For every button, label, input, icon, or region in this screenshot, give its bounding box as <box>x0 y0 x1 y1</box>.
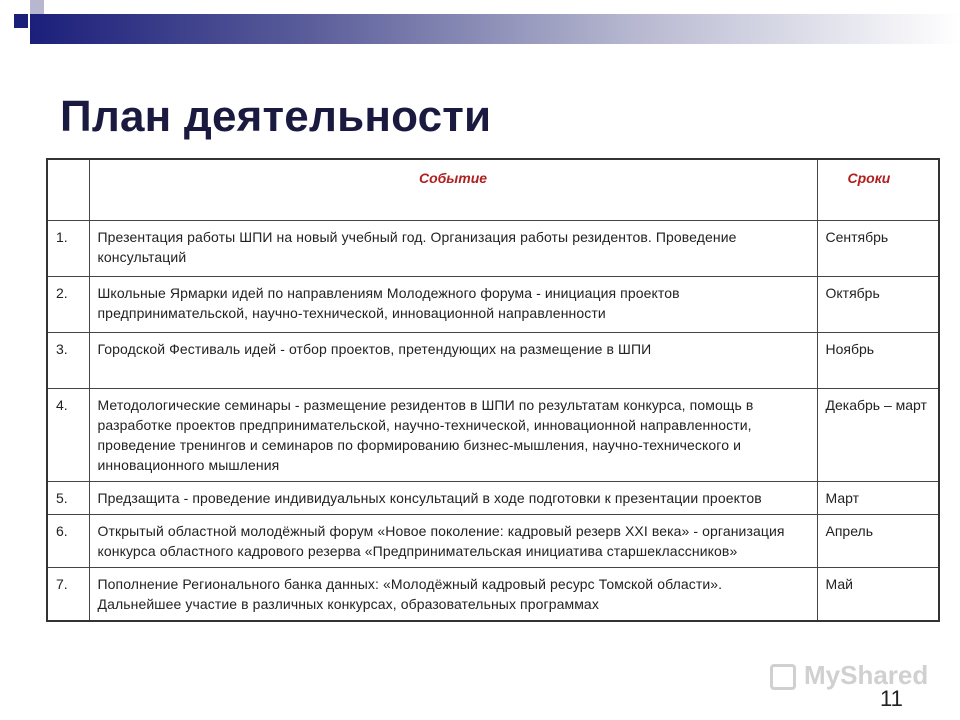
row-event: Методологические семинары - размещение резидентов в ШПИ по результатам конкурса, помощь в разработке проектов предпринимательской, научно-технической, инновационной направленности, проведение тренингов и семинаров по формированию бизнес-мышления, научно-технического и инновационного мышления <box>89 389 817 482</box>
row-event: Предзащита - проведение индивидуальных консультаций в ходе подготовки к презентации проектов <box>89 482 817 515</box>
row-period: Ноябрь <box>817 333 939 389</box>
table-header-row <box>47 159 939 221</box>
row-period: Октябрь <box>817 277 939 333</box>
row-period: Декабрь – март <box>817 389 939 482</box>
header-banner <box>30 14 960 44</box>
decor-square-light <box>30 0 44 14</box>
table-row <box>47 515 939 568</box>
row-event: Открытый областной молодёжный форум «Новое поколение: кадровый резерв XXI века» - организация конкурса областного кадрового резерва «Предпринимательская инициатива старшеклассников» <box>89 515 817 568</box>
row-event: Городской Фестиваль идей - отбор проектов, претендующих на размещение в ШПИ <box>89 333 817 389</box>
header-event: Событие <box>89 159 817 221</box>
watermark-text: MyShared <box>804 660 929 690</box>
row-period: Май <box>817 568 939 622</box>
row-number: 3. <box>47 333 89 389</box>
table-row <box>47 568 939 622</box>
row-period: Апрель <box>817 515 939 568</box>
row-event: Пополнение Регионального банка данных: «Молодёжный кадровый ресурс Томской области». Дальнейшее участие в различных конкурсах, образовательных программах <box>89 568 817 622</box>
row-number: 5. <box>47 482 89 515</box>
header-number <box>47 159 89 221</box>
header-period: Сроки <box>817 159 939 221</box>
table-row <box>47 277 939 333</box>
row-number: 2. <box>47 277 89 333</box>
table-row <box>47 221 939 277</box>
row-period: Сентябрь <box>817 221 939 277</box>
decor-square-dark <box>14 14 28 28</box>
table-row <box>47 482 939 515</box>
row-period: Март <box>817 482 939 515</box>
row-number: 7. <box>47 568 89 622</box>
row-number: 1. <box>47 221 89 277</box>
row-number: 4. <box>47 389 89 482</box>
row-event: Школьные Ярмарки идей по направлениям Молодежного форума - инициация проектов предпринимательской, научно-технической, инновационной направленности <box>89 277 817 333</box>
page-number: 11 <box>880 686 903 711</box>
slide-title: План деятельности <box>60 92 492 141</box>
row-number: 6. <box>47 515 89 568</box>
activity-plan-table <box>46 158 940 622</box>
table-row <box>47 389 939 482</box>
table-row <box>47 333 939 389</box>
row-event: Презентация работы ШПИ на новый учебный год. Организация работы резидентов. Проведение консультаций <box>89 221 817 277</box>
